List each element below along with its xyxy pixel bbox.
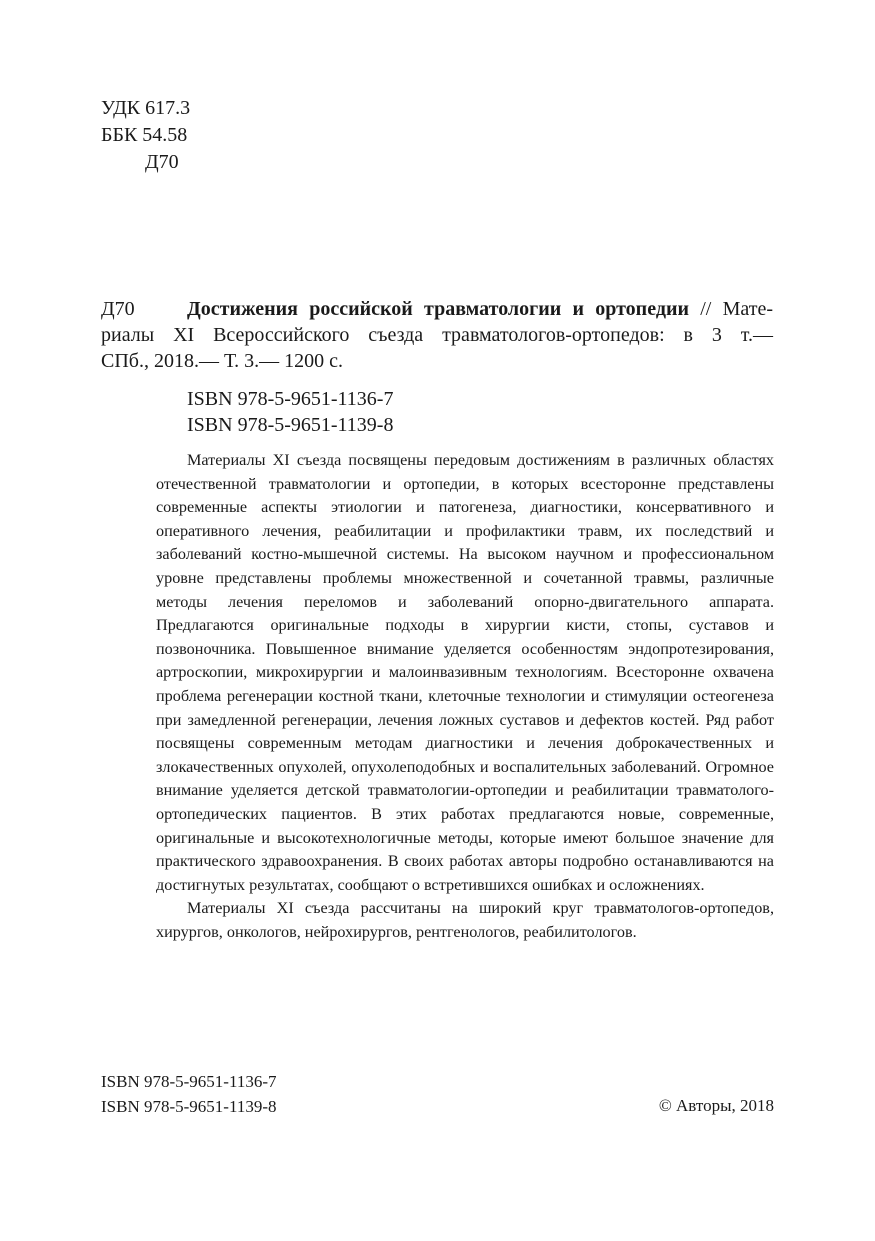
- isbn-top-2: ISBN 978-5-9651-1139-8: [187, 414, 394, 436]
- udk-code: УДК 617.3: [101, 97, 191, 119]
- abstract-paragraph-1: Материалы XI съезда посвящены передовым достижениям в различных областях отечественной травматологии и ортопедии, в которых всесторонне представлены современные аспекты этиологии и патогенеза, диагностики, консервативного и оперативного лечения, реабилитации и профилактики травм, их последствий и заболеваний костно-мышечной системы. На высоком научном и профессиональном уровне представлены проблемы множественной и сочетанной травмы, различные методы лечения переломов и заболеваний опорно-двигательного аппарата. Предлагаются оригинальные подходы в хирургии кисти, стопы, суставов и позвоночника. Повышенное внимание уделяется особенностям эндопротезирования, артроскопии, микрохирургии и малоинвазивным технологиям. Всесторонне охвачена проблема регенерации костной ткани, клеточные технологии и стимуляции остеогенеза при замедленной регенерации, лечения ложных суставов и дефектов костей. Ряд работ посвящены современным методам диагностики и лечения доброкачественных и злокачественных опухолей, опухолеподобных и воспалительных заболеваний. Огромное внимание уделяется детской травматологии-ортопедии и реабилитации травматолого-ортопедических пациентов. В этих работах предлагаются новые, современные, оригинальные и высокотехнологичные методы, которые имеют большое значение для практического здравоохранения. В своих работах авторы подробно останавливаются на достигнутых результатах, сообщают о встретившихся ошибках и осложнениях.: [156, 451, 774, 894]
- copyright-notice: © Авторы, 2018: [658, 1096, 774, 1115]
- biblio-line-2: риалы XI Всероссийского съезда травматологов-ортопедов: в 3 т.—: [101, 324, 773, 346]
- biblio-line-1-rest: // Мате-: [700, 298, 773, 320]
- abstract: [156, 449, 774, 944]
- book-title: Достижения российской травматологии и ортопедии: [187, 298, 689, 320]
- biblio-author-mark: Д70: [101, 298, 135, 320]
- isbn-bottom-1: ISBN 978-5-9651-1136-7: [101, 1072, 277, 1091]
- biblio-line-3: СПб., 2018.— Т. 3.— 1200 с.: [101, 350, 344, 372]
- abstract-paragraph-2: Материалы XI съезда рассчитаны на широкий круг травматологов-ортопедов, хирургов, онкологов, нейрохирургов, рентгенологов, реабилитологов.: [156, 899, 774, 941]
- bbk-code: ББК 54.58: [101, 124, 188, 146]
- biblio-line-1: [187, 296, 773, 322]
- classification-codes: [101, 95, 190, 176]
- isbn-list-bottom: [101, 1070, 277, 1119]
- isbn-bottom-2: ISBN 978-5-9651-1139-8: [101, 1096, 277, 1116]
- isbn-list-top: [187, 386, 393, 438]
- author-mark: Д70: [145, 151, 179, 173]
- isbn-top-1: ISBN 978-5-9651-1136-7: [187, 388, 394, 410]
